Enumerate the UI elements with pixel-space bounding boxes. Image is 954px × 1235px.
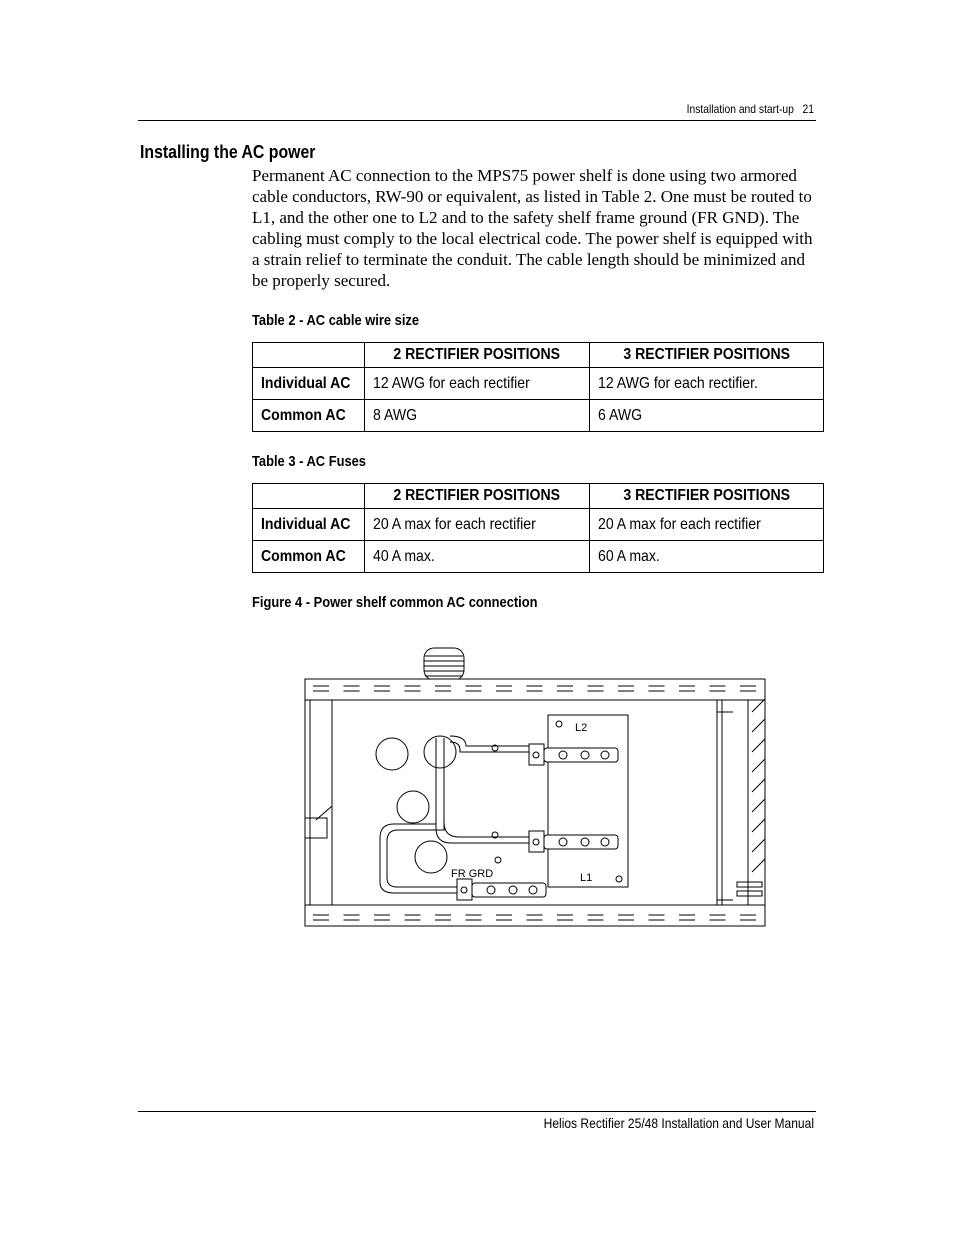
l1-label: L1 — [580, 872, 593, 884]
table-header-row — [253, 484, 824, 509]
row-label: Individual AC — [253, 509, 365, 541]
row-label: Common AC — [253, 400, 365, 432]
header-section: Installation and start-up — [686, 102, 794, 116]
running-header — [596, 102, 814, 116]
table3-caption: Table 3 - AC Fuses — [252, 453, 366, 470]
table-header-cell: 3 RECTIFIER POSITIONS — [590, 484, 824, 509]
power-shelf-diagram — [300, 640, 770, 932]
table-row — [253, 368, 824, 400]
row-label: Common AC — [253, 541, 365, 573]
ac-fuses-table — [252, 483, 824, 573]
section-heading: Installing the AC power — [140, 142, 316, 162]
table-cell: 6 AWG — [590, 400, 824, 432]
body-paragraph: Permanent AC connection to the MPS75 power shelf is done using two armored cable conductors, RW-90 or equivalent, as listed in Table 2. One must be routed to L1, and the other one to L2 and to the safety shelf frame ground (FR GND). The cabling must comply to the local electrical code. The power shelf is equipped with a strain relief to terminate the conduit. The cable length should be minimized and be properly secured. — [252, 166, 813, 290]
table-cell: 12 AWG for each rectifier — [365, 368, 590, 400]
table-row — [253, 541, 824, 573]
table-header-cell — [253, 343, 365, 368]
table2-caption: Table 2 - AC cable wire size — [252, 312, 420, 329]
fr-grd-label: FR GRD — [451, 868, 494, 880]
table-cell: 20 A max for each rectifier — [590, 509, 824, 541]
table-cell: 60 A max. — [590, 541, 824, 573]
table-header-cell: 2 RECTIFIER POSITIONS — [365, 484, 590, 509]
figure4-caption: Figure 4 - Power shelf common AC connection — [252, 594, 538, 611]
l2-label: L2 — [575, 722, 588, 734]
header-rule — [138, 120, 816, 121]
table-cell: 8 AWG — [365, 400, 590, 432]
table-row — [253, 509, 824, 541]
running-footer: Helios Rectifier 25/48 Installation and User Manual — [543, 1115, 814, 1131]
row-label: Individual AC — [253, 368, 365, 400]
table-cell: 20 A max for each rectifier — [365, 509, 590, 541]
table-cell: 40 A max. — [365, 541, 590, 573]
table-header-cell — [253, 484, 365, 509]
ac-cable-wire-size-table — [252, 342, 824, 432]
table-row — [253, 400, 824, 432]
table-cell: 12 AWG for each rectifier. — [590, 368, 824, 400]
strain-relief-connector — [424, 648, 464, 680]
table-header-cell: 2 RECTIFIER POSITIONS — [365, 343, 590, 368]
terminal-plate — [548, 715, 628, 887]
page-number: 21 — [802, 102, 814, 116]
table-header-cell: 3 RECTIFIER POSITIONS — [590, 343, 824, 368]
footer-rule — [138, 1111, 816, 1112]
table-header-row — [253, 343, 824, 368]
